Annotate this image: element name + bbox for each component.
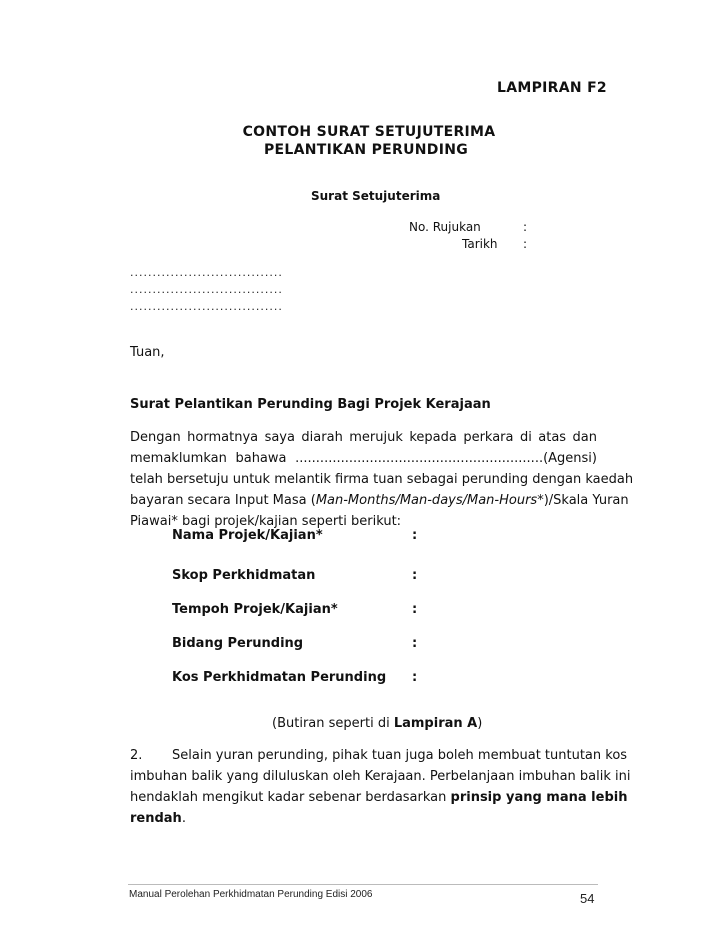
title-line2-text: PELANTIKAN PERUNDING [263, 142, 469, 158]
appendix-label: LAMPIRAN F2 [497, 80, 607, 96]
salutation: Tuan, [130, 345, 165, 360]
field-service-scope-colon: : [412, 568, 418, 583]
document-title-line2 [0, 142, 728, 158]
field-project-name-label: Nama Projek/Kajian* [172, 528, 323, 543]
details-note-prefix: (Butiran seperti di [272, 716, 394, 731]
document-title-line1 [0, 124, 728, 140]
field-service-scope-label: Skop Perkhidmatan [172, 568, 316, 583]
date-label: Tarikh [462, 237, 498, 251]
paragraph2-line1 [130, 745, 628, 766]
page-number: 54 [580, 891, 595, 906]
paragraph2-line3-bold: prinsip yang mana lebih [450, 790, 628, 805]
paragraph1-line4-end: *)/Skala Yuran [537, 493, 629, 508]
field-consultant-cost-label: Kos Perkhidmatan Perunding [172, 670, 387, 685]
paragraph1-line4 [130, 490, 629, 511]
title-line1-text: CONTOH SURAT SETUJUTERIMA [242, 124, 496, 140]
paragraph2-line2: imbuhan balik yang diluluskan oleh Kerajaan. Perbelanjaan imbuhan balik ini [130, 769, 631, 784]
paragraph2-line4-period: . [181, 811, 186, 826]
paragraph2-line3 [130, 787, 628, 808]
paragraph2-line3-text: hendaklah mengikut kadar sebenar berdasarkan [130, 790, 451, 805]
date-colon: : [523, 237, 528, 251]
footer-divider [128, 884, 598, 885]
document-subtitle: Surat Setujuterima [311, 189, 441, 203]
field-consultant-field-colon: : [412, 636, 418, 651]
field-consultant-cost-colon: : [412, 670, 418, 685]
paragraph2-line4-bold: rendah [130, 811, 182, 826]
reference-number-colon: : [523, 220, 528, 234]
paragraph2-line4 [130, 808, 597, 829]
paragraph1-line3: telah bersetuju untuk melantik firma tuan sebagai perunding dengan kaedah [130, 472, 634, 487]
reference-number-label: No. Rujukan [409, 220, 481, 234]
details-note-suffix: ) [477, 716, 483, 731]
paragraph1-line4-italic: Man-Months/Man-days/Man-Hours [315, 493, 538, 508]
letter-subject: Surat Pelantikan Perunding Bagi Projek Kerajaan [130, 397, 491, 412]
paragraph1-line2 [130, 448, 597, 469]
paragraph1-line4-start: bayaran secara Input Masa ( [130, 493, 316, 508]
address-line-1: .................................. [130, 266, 283, 279]
paragraph1-line1: Dengan hormatnya saya diarah merujuk kepada perkara di atas dan [130, 430, 597, 445]
details-note-appendix: Lampiran A [393, 716, 478, 731]
field-project-duration-label: Tempoh Projek/Kajian* [172, 602, 338, 617]
paragraph1-line5: Piawai* bagi projek/kajian seperti berikut: [130, 514, 402, 529]
field-consultant-field-label: Bidang Perunding [172, 636, 304, 651]
address-line-3: .................................. [130, 300, 283, 313]
field-project-duration-colon: : [412, 602, 418, 617]
field-project-name-colon: : [412, 528, 418, 543]
agency-dots: ............................................................(Agensi) [295, 451, 597, 466]
details-note [272, 716, 482, 731]
paragraph2-line1-text: Selain yuran perunding, pihak tuan juga boleh membuat tuntutan kos [172, 748, 628, 763]
paragraph-appointment [130, 427, 634, 532]
address-line-2: .................................. [130, 283, 283, 296]
footer-manual-title: Manual Perolehan Perkhidmatan Perunding Edisi 2006 [129, 889, 373, 900]
paragraph2-number: 2. [130, 748, 143, 763]
paragraph-reimbursement [130, 745, 631, 829]
paragraph1-line2-text: memaklumkan bahawa [130, 451, 287, 466]
